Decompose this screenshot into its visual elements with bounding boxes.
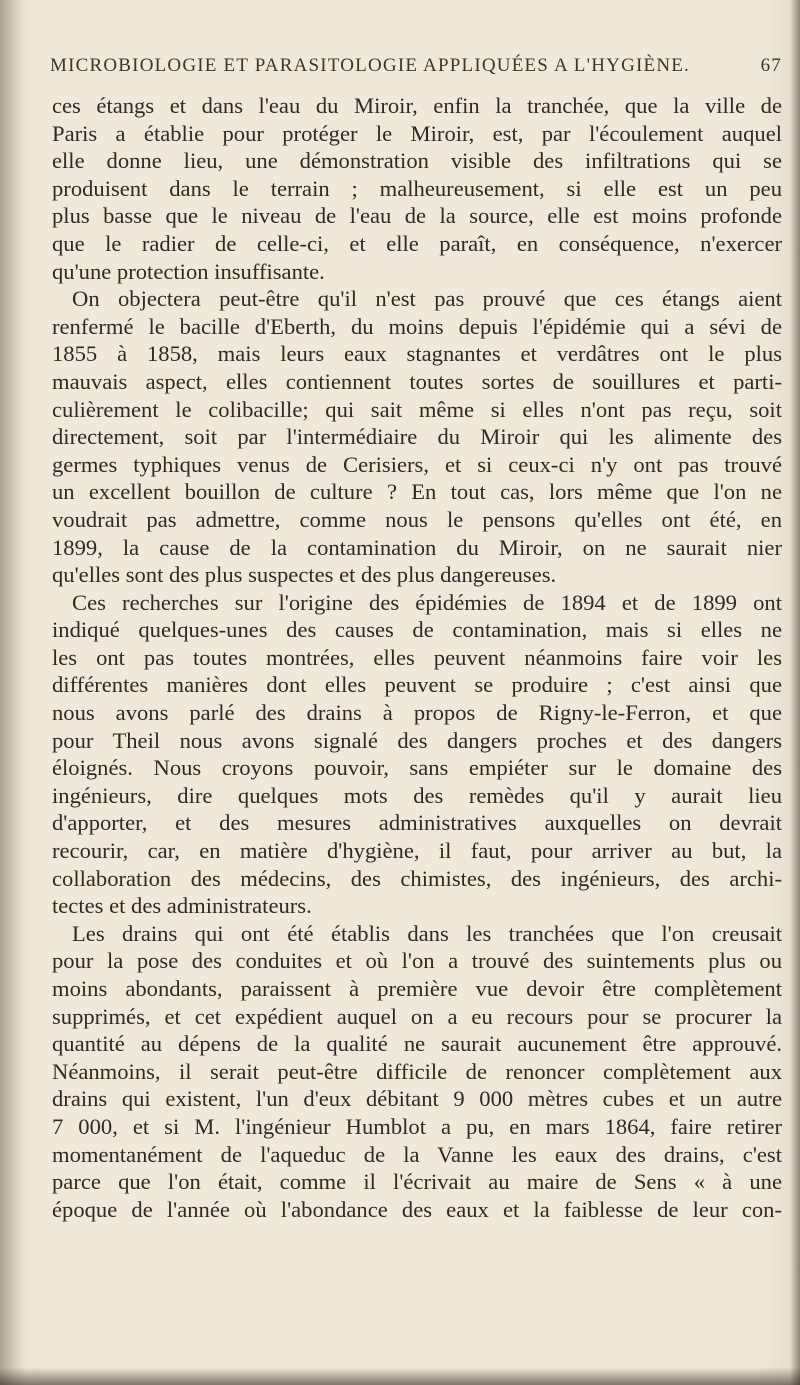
text-line: ingénieurs, dire quelques mots des remèdes qu'il y aurait lieu: [52, 782, 782, 808]
text-line: pour la pose des conduites et où l'on a trouvé des suintements plus ou: [52, 948, 782, 974]
text-line: voudrait pas admettre, comme nous le pensons qu'elles ont été, en: [52, 506, 782, 532]
text-line: recourir, car, en matière d'hygiène, il faut, pour arriver au but, la: [52, 838, 782, 864]
text-line: différentes manières dont elles peuvent se produire ; c'est ainsi que: [52, 672, 782, 698]
text-line: époque de l'année où l'abondance des eaux et la faiblesse de leur con-: [52, 1196, 782, 1222]
text-line: culièrement le colibacille; qui sait même si elles n'ont pas reçu, soit: [52, 396, 782, 422]
text-line: ces étangs et dans l'eau du Miroir, enfin la tranchée, que la ville de: [52, 93, 782, 118]
text-line: collaboration des médecins, des chimistes, des ingénieurs, des archi-: [52, 865, 782, 891]
text-line: Les drains qui ont été établis dans les tranchées que l'on creusait: [72, 920, 782, 946]
text-line: pour Theil nous avons signalé des dangers proches et des dangers: [52, 727, 782, 753]
text-line: produisent dans le terrain ; malheureusement, si elle est un peu: [52, 175, 782, 201]
body-text: [52, 92, 782, 1223]
text-line: un excellent bouillon de culture ? En tout cas, lors même que l'on ne: [52, 479, 782, 505]
text-line: Néanmoins, il serait peut-être difficile de renoncer complètement aux: [52, 1058, 782, 1084]
text-line: drains qui existent, l'un d'eux débitant 9 000 mètres cubes et un autre: [52, 1086, 782, 1112]
text-line: plus basse que le niveau de l'eau de la source, elle est moins profonde: [52, 203, 782, 229]
page-number: 67: [760, 55, 782, 76]
text-line: tectes et des administrateurs.: [52, 893, 312, 919]
text-line: moins abondants, paraissent à première vue devoir être complètement: [52, 976, 782, 1001]
text-line: 7 000, et si M. l'ingénieur Humblot a pu, en mars 1864, faire retirer: [52, 1113, 782, 1139]
text-line: supprimés, et cet expédient auquel on a eu recours pour se procurer la: [52, 1003, 782, 1029]
text-line: nous avons parlé des drains à propos de Rigny-le-Ferron, et que: [52, 700, 782, 726]
text-line: d'apporter, et des mesures administratives auxquelles on devrait: [52, 810, 782, 836]
text-line: les ont pas toutes montrées, elles peuvent néanmoins faire voir les: [52, 644, 782, 670]
page-bottom-shadow: [0, 1367, 800, 1385]
text-line: indiqué quelques-unes des causes de contamination, mais si elles ne: [52, 617, 782, 643]
text-line: quantité au dépens de la qualité ne saurait aucunement être approuvé.: [52, 1031, 782, 1057]
text-line: On objectera peut-être qu'il n'est pas prouvé que ces étangs aient: [72, 286, 782, 312]
text-line: que le radier de celle-ci, et elle paraît, en conséquence, n'exercer: [52, 230, 782, 256]
running-header: [50, 55, 790, 85]
text-line: 1899, la cause de la contamination du Miroir, on ne saurait nier: [52, 534, 782, 560]
text-line: germes typhiques venus de Cerisiers, et si ceux-ci n'y ont pas trouvé: [52, 451, 782, 477]
text-line: qu'une protection insuffisante.: [52, 258, 325, 284]
header-title: MICROBIOLOGIE ET PARASITOLOGIE APPLIQUÉES A L'HYGIÈNE.: [50, 55, 690, 76]
text-line: 1855 à 1858, mais leurs eaux stagnantes et verdâtres ont le plus: [52, 341, 782, 367]
text-line: directement, soit par l'intermédiaire du Miroir qui les alimente des: [52, 424, 782, 450]
text-line: elle donne lieu, une démonstration visible des infiltrations qui se: [52, 148, 782, 174]
text-line: mauvais aspect, elles contiennent toutes sortes de souillures et parti-: [52, 368, 782, 394]
page-fold-shadow: [0, 0, 26, 1385]
text-line: renfermé le bacille d'Eberth, du moins depuis l'épidémie qui a sévi de: [52, 313, 782, 339]
text-line: Ces recherches sur l'origine des épidémies de 1894 et de 1899 ont: [72, 589, 782, 615]
page-right-edge: [790, 0, 800, 1385]
text-line: parce que l'on était, comme il l'écrivait au maire de Sens « à une: [52, 1169, 782, 1195]
text-line: qu'elles sont des plus suspectes et des plus dangereuses.: [52, 562, 557, 588]
text-line: Paris a établie pour protéger le Miroir, est, par l'écoulement auquel: [52, 120, 782, 146]
text-line: momentanément de l'aqueduc de la Vanne les eaux des drains, c'est: [52, 1141, 782, 1167]
text-line: éloignés. Nous croyons pouvoir, sans empiéter sur le domaine des: [52, 755, 782, 781]
